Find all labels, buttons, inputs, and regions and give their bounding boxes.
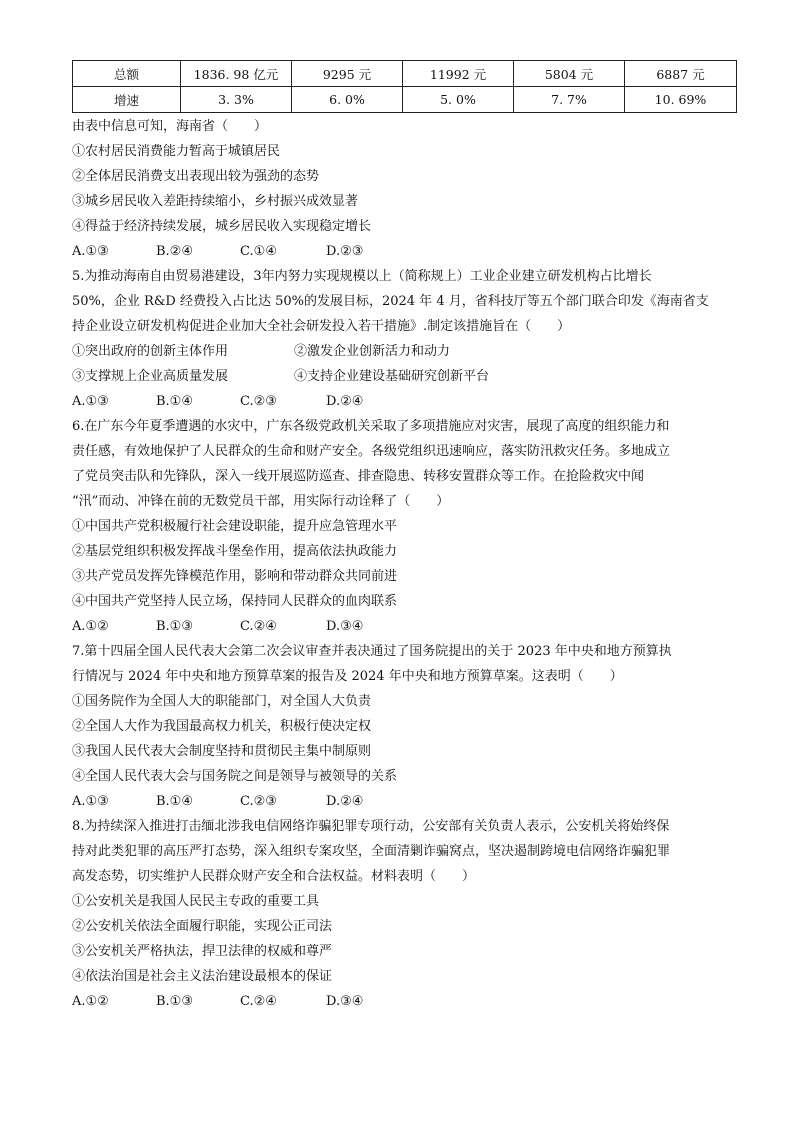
question-stem: 持对此类犯罪的高压严打态势，深入组织专案攻坚，全面清剿诈骗窝点，坚决遏制跨境电信网络诈骗犯罪: [72, 844, 671, 859]
question-stem: 高发态势，切实维护人民群众财产安全和合法权益。材料表明（ ）: [72, 869, 476, 884]
option-b[interactable]: B.②④: [156, 244, 193, 259]
statement-item: ②基层党组织积极发挥战斗堡垒作用，提高依法执政能力: [72, 544, 398, 559]
statement-item: ③公安机关严格执法，捍卫法律的权威和尊严: [72, 944, 333, 959]
statement-item: ③我国人民代表大会制度坚持和贯彻民主集中制原则: [72, 744, 372, 759]
option-d[interactable]: D.②③: [326, 244, 364, 259]
option-b[interactable]: B.①③: [156, 619, 193, 634]
option-d[interactable]: D.③④: [326, 619, 364, 634]
row-label: 总额: [73, 61, 181, 87]
question-stem: 由表中信息可知，海南省（ ）: [72, 119, 268, 134]
question-7: [72, 639, 732, 814]
question-list: [72, 114, 732, 1014]
question-6: [72, 414, 732, 639]
question-stem: 责任感，有效地保护了人民群众的生命和财产安全。各级党组织迅速响应，落实防汛救灾任务。多地成立: [72, 444, 671, 459]
question-8: [72, 814, 732, 1014]
option-b[interactable]: B.①④: [156, 394, 193, 409]
statement-item: ④全国人民代表大会与国务院之间是领导与被领导的关系: [72, 769, 398, 784]
table-cell: 11992 元: [403, 61, 514, 87]
question-stem: 6.在广东今年夏季遭遇的水灾中，广东各级党政机关采取了多项措施应对灾害，展现了高度的组织能力和: [72, 419, 670, 434]
statement-item: ②全体居民消费支出表现出较为强劲的态势: [72, 169, 320, 184]
option-c[interactable]: C.②③: [240, 794, 277, 809]
question-stem: 了党员突击队和先锋队，深入一线开展巡防巡查、排查隐患、转移安置群众等工作。在抢险救灾中闻: [72, 469, 645, 484]
table-cell: 6887 元: [625, 61, 737, 87]
statement-item: ②全国人大作为我国最高权力机关，积极行使决定权: [72, 719, 372, 734]
table-cell: 7. 7%: [514, 87, 625, 113]
option-d[interactable]: D.③④: [326, 994, 364, 1009]
option-a[interactable]: A.①③: [72, 794, 109, 809]
option-d[interactable]: D.②④: [326, 794, 364, 809]
option-a[interactable]: A.①②: [72, 994, 109, 1009]
option-a[interactable]: A.①③: [72, 394, 109, 409]
statement-item: ①公安机关是我国人民民主专政的重要工具: [72, 894, 320, 909]
question-stem: 5.为推动海南自由贸易港建设，3年内努力实现规模以上（简称规上）工业企业建立研发机构占比增长: [72, 269, 652, 284]
statement-item: ①中国共产党积极履行社会建设职能，提升应急管理水平: [72, 519, 398, 534]
statement-item: ④依法治国是社会主义法治建设最根本的保证: [72, 969, 333, 984]
income-stats-table: [72, 60, 737, 113]
table-cell: 6. 0%: [292, 87, 403, 113]
option-a[interactable]: A.①②: [72, 619, 109, 634]
row-label: 增速: [73, 87, 181, 113]
statement-item: ①国务院作为全国人大的职能部门，对全国人大负责: [72, 694, 372, 709]
statement-pair: [72, 364, 732, 389]
statement-item: ③支撑规上企业高质量发展: [72, 369, 229, 384]
option-c[interactable]: C.②④: [240, 994, 277, 1009]
statement-item: ③城乡居民收入差距持续缩小，乡村振兴成效显著: [72, 194, 359, 209]
option-b[interactable]: B.①④: [156, 794, 193, 809]
question-stem: “汛”而动、冲锋在前的无数党员干部，用实际行动诠释了（ ）: [72, 494, 450, 509]
statement-pair: [72, 339, 732, 364]
table-cell: 3. 3%: [181, 87, 292, 113]
answer-options: [72, 239, 732, 264]
table-row: [73, 87, 737, 113]
table-cell: 5804 元: [514, 61, 625, 87]
table-cell: 5. 0%: [403, 87, 514, 113]
answer-options: [72, 614, 732, 639]
statement-item: ③共产党员发挥先锋模范作用，影响和带动群众共同前进: [72, 569, 398, 584]
option-c[interactable]: C.②④: [240, 619, 277, 634]
table-row: [73, 61, 737, 87]
question-stem: 持企业设立研发机构促进企业加大全社会研发投入若干措施》.制定该措施旨在（ ）: [72, 319, 571, 334]
statement-item: ④支持企业建设基础研究创新平台: [294, 369, 490, 384]
option-c[interactable]: C.②③: [240, 394, 277, 409]
table-cell: 9295 元: [292, 61, 403, 87]
question-stem: 7.第十四届全国人民代表大会第二次会议审查并表决通过了国务院提出的关于 2023 年中央和地方预算执: [72, 644, 672, 659]
table-cell: 10. 69%: [625, 87, 737, 113]
option-c[interactable]: C.①④: [240, 244, 277, 259]
option-d[interactable]: D.②④: [326, 394, 364, 409]
option-a[interactable]: A.①③: [72, 244, 109, 259]
statement-item: ①农村居民消费能力暂高于城镇居民: [72, 144, 281, 159]
question-stem: 行情况与 2024 年中央和地方预算草案的报告及 2024 年中央和地方预算草案。这表明（ ）: [72, 669, 623, 684]
question-4: [72, 114, 732, 264]
answer-options: [72, 789, 732, 814]
question-stem: 8.为持续深入推进打击缅北涉我电信网络诈骗犯罪专项行动，公安部有关负责人表示，公安机关将始终保: [72, 819, 670, 834]
question-stem: 50%，企业 R&D 经费投入占比达 50%的发展目标，2024 年 4 月，省科技厅等五个部门联合印发《海南省支: [72, 294, 709, 309]
option-b[interactable]: B.①③: [156, 994, 193, 1009]
table-cell: 1836. 98 亿元: [181, 61, 292, 87]
answer-options: [72, 389, 732, 414]
statement-item: ④得益于经济持续发展，城乡居民收入实现稳定增长: [72, 219, 372, 234]
statement-item: ②公安机关依法全面履行职能，实现公正司法: [72, 919, 333, 934]
statement-item: ②激发企业创新活力和动力: [294, 344, 451, 359]
statement-item: ①突出政府的创新主体作用: [72, 344, 229, 359]
answer-options: [72, 989, 732, 1014]
question-5: [72, 264, 732, 414]
statement-item: ④中国共产党坚持人民立场，保持同人民群众的血肉联系: [72, 594, 398, 609]
